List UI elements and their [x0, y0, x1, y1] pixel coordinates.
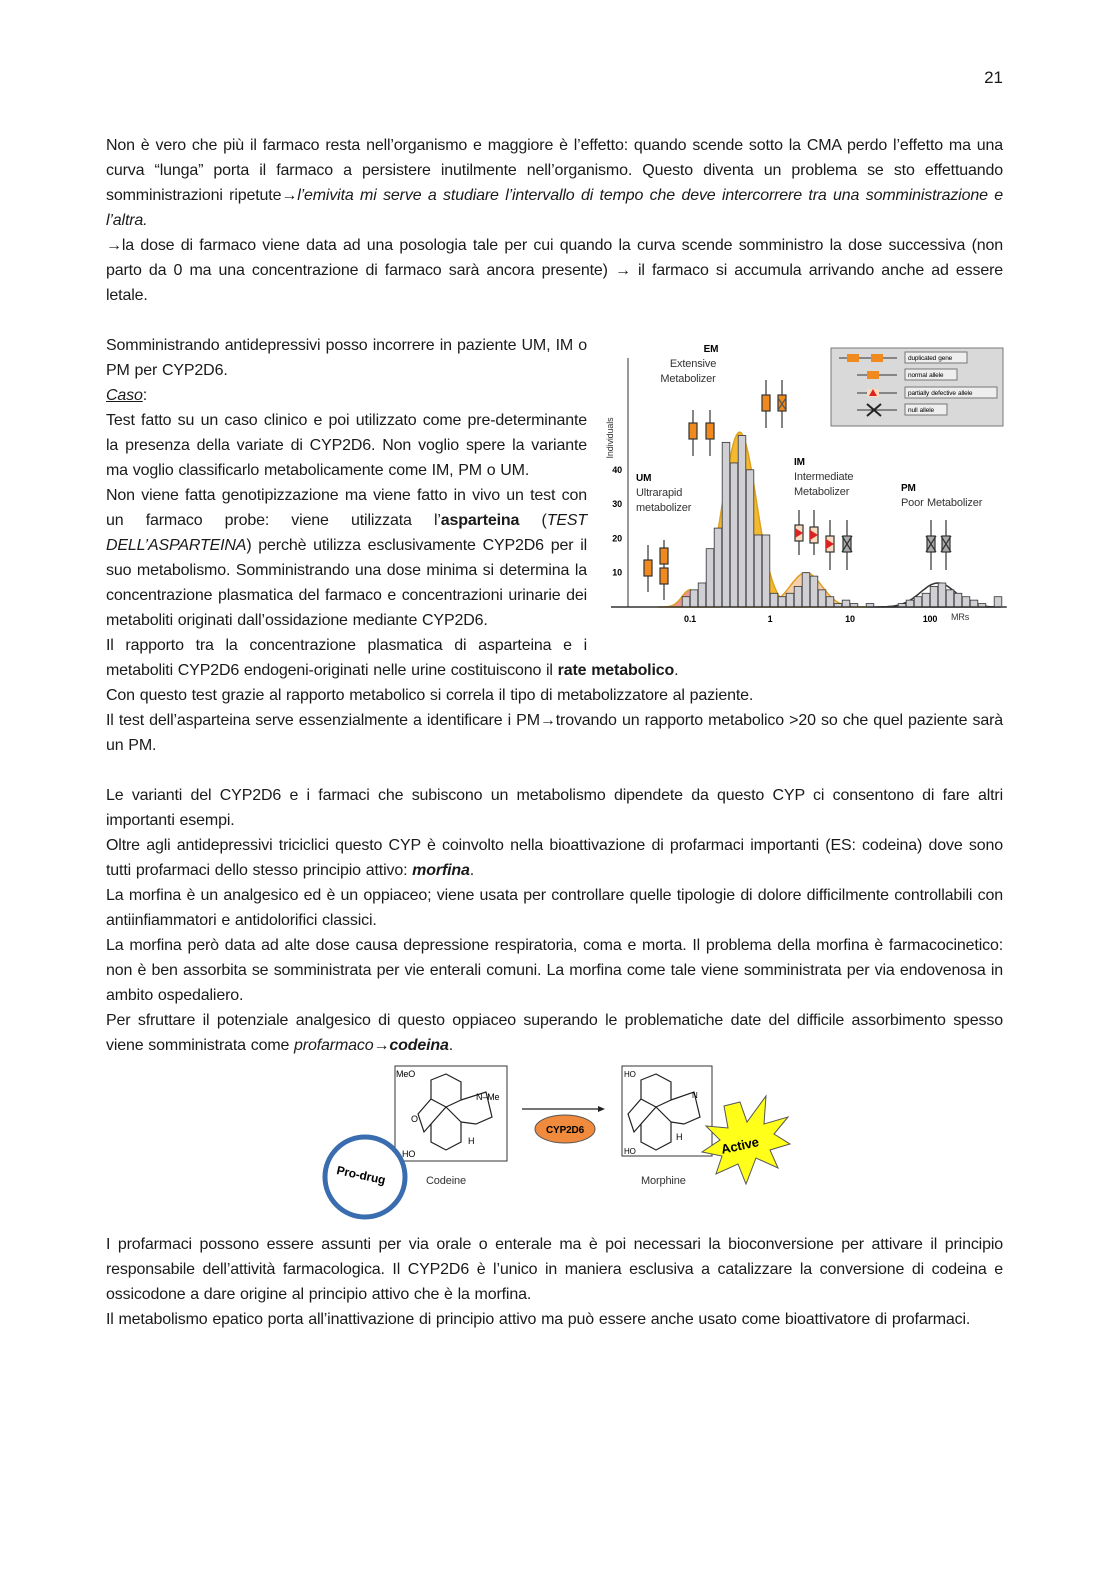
codeine-label: Codeine [426, 1175, 466, 1187]
emphasized-text: asparteina [440, 512, 520, 529]
paragraph [106, 783, 1003, 833]
histogram-bar [778, 597, 786, 607]
histogram-bar [818, 590, 826, 607]
histogram-bar [842, 600, 850, 607]
emphasized-text: TEST DELL’ASPARTEINA [106, 512, 587, 554]
histogram-bar [994, 597, 1002, 607]
text-run: La morfina però data ad alte dose causa depressione respiratoria, coma e morta. Il problema della morfina è farmacocinetico: non è ben assorbita se somministrata per vie enterali comuni. La morfina come tale viene somministrata per via endovenosa in ambito ospedaliero. [106, 937, 1003, 1004]
histogram-bar [826, 597, 834, 607]
emphasized-text: codeina [389, 1037, 449, 1054]
em-line2: Metabolizer [660, 373, 716, 385]
emphasized-text: rate metabolico [557, 662, 675, 679]
histogram-bar [930, 586, 938, 607]
x-tick-label: 0.1 [683, 614, 697, 624]
histogram-bar [810, 576, 818, 607]
paragraph [106, 933, 1003, 1008]
histogram-bar [682, 597, 690, 607]
codeine-nme: N–Me [476, 1092, 500, 1102]
active-label: Active [719, 1134, 761, 1157]
paragraph [106, 1008, 1003, 1058]
x-tick-label: 10 [845, 614, 855, 624]
paragraph [106, 683, 1003, 708]
paragraph [106, 833, 1003, 883]
paragraph [106, 233, 1003, 308]
text-run: . [674, 662, 679, 679]
histogram-bar [938, 583, 946, 607]
blank-line [106, 758, 1003, 783]
text-run: : [142, 387, 148, 404]
y-tick-label: 40 [612, 464, 622, 475]
x-tick-label: 1 [767, 614, 773, 624]
document-body [106, 133, 1003, 1332]
paragraph [106, 883, 1003, 933]
codeine-meo: MeO [396, 1069, 416, 1079]
histogram-bar [690, 590, 698, 607]
metabolizer-distribution-figure [601, 338, 1011, 638]
y-tick-label: 10 [612, 567, 622, 578]
paragraph [106, 708, 1003, 758]
text-run: Non viene fatta genotipizzazione ma viene fatto in vivo un test con un farmaco probe: viene utilizzata l’ [106, 487, 587, 529]
blank-line [106, 308, 1003, 333]
morphine-n: N [692, 1091, 698, 1100]
text-run: I profarmaci possono essere assunti per via orale o enterale ma è poi necessari la bioconversione per attivare il principio responsabile dell’attività farmacologica. Il CYP2D6 è l’unico in maniera esclusiva a catalizzare la conversione di codeina e ossicodone a dare origine al principio attivo che è la morfina. [106, 1236, 1003, 1303]
codeine-to-morphine-figure [106, 1062, 1003, 1232]
codeine-h: H [468, 1136, 475, 1146]
paragraph [106, 633, 1003, 683]
legend-partially-defective-allele: partially defective allele [908, 390, 973, 397]
legend [831, 348, 1003, 426]
morphine-h: H [676, 1132, 683, 1142]
paragraph [106, 1232, 1003, 1307]
pm-abbr: PM [901, 483, 916, 494]
text-run: Il test dell’asparteina serve essenzialmente a identificare i PM→trovando un rapporto metabolico >20 so che quel paziente sarà un PM. [106, 712, 1003, 754]
um-line2: metabolizer [636, 502, 692, 514]
text-run: Somministrando antidepressivi posso incorrere in paziente UM, IM o PM per CYP2D6. [106, 337, 587, 379]
emphasized-text: →l’emivita mi serve a studiare l’intervallo di tempo che deve intercorrere tra una somministrazione e l’altra. [106, 187, 1003, 229]
em-line1: Extensive [669, 358, 717, 370]
prodrug-label: Pro-drug [335, 1163, 387, 1188]
text-run: Le varianti del CYP2D6 e i farmaci che subiscono un metabolismo dipendete da questo CYP ci consentono di fare altri importanti esempi. [106, 787, 1003, 829]
x-axis-label: MRs [951, 612, 970, 622]
im-abbr: IM [794, 457, 805, 468]
histogram-bar [730, 463, 738, 607]
text-run: Oltre agli antidepressivi triciclici questo CYP è coinvolto nella bioattivazione di profarmaci importanti (ES: codeina) dove sono tutti profarmaci dello stesso principio attivo: [106, 837, 1003, 879]
histogram-bar [722, 442, 730, 607]
arrow-head-icon [598, 1106, 605, 1112]
legend-normal-allele: normal allele [908, 372, 944, 379]
text-run: ) perchè utilizza esclusivamente CYP2D6 per il suo metabolismo. Somministrando una dose minima si determina la concentrazione plasmatica del farmaco e concentrazioni urinarie dei metaboliti originati dall’ossidazione mediante CYP2D6. [106, 537, 587, 629]
um-abbr: UM [636, 473, 652, 484]
histogram-bar [906, 600, 914, 607]
histogram-bar [954, 593, 962, 607]
histogram-bar [762, 535, 770, 607]
histogram-bar [946, 590, 954, 607]
histogram-bar [786, 593, 794, 607]
emphasized-text: profarmaco [294, 1037, 374, 1054]
histogram-bar [794, 586, 802, 607]
text-run: →la dose di farmaco viene data ad una posologia tale per cui quando la curva scende somministro la dose successiva (non parto da 0 ma una concentrazione di farmaco sarà ancora presente) → il farmaco si accumula arrivando anche ad essere letale. [106, 237, 1003, 304]
em-abbr: EM [703, 344, 719, 355]
histogram-bar [714, 528, 722, 607]
text-run: Per sfruttare il potenziale analgesico di questo oppiaceo superando le problematiche date del difficile assorbimento spesso viene somministrata come [106, 1012, 1003, 1054]
y-tick-label: 20 [612, 533, 622, 544]
histogram-bar [746, 470, 754, 607]
text-run: Il metabolismo epatico porta all’inattivazione di principio attivo ma può essere anche usato come bioattivatore di profarmaci. [106, 1311, 971, 1328]
codeine-o: O [411, 1114, 418, 1124]
y-tick-label: 30 [612, 499, 622, 510]
paragraph [106, 133, 1003, 233]
im-line2: Metabolizer [794, 486, 850, 498]
paragraph [106, 1307, 1003, 1332]
im-line1: Intermediate [794, 471, 854, 483]
text-run: Con questo test grazie al rapporto metabolico si correla il tipo di metabolizzatore al paziente. [106, 687, 754, 704]
histogram-bar [962, 597, 970, 607]
histogram-bar [738, 436, 746, 608]
histogram-bar [802, 573, 810, 607]
histogram-bar [698, 583, 706, 607]
histogram-bar [754, 535, 762, 607]
text-run: La morfina è un analgesico ed è un oppiaceo; viene usata per controllare quelle tipologie di dolore difficilmente controllabili con antiinfiammatori e antidolorifici classici. [106, 887, 1003, 929]
text-run: ( [519, 512, 547, 529]
pm-line1: Poor Metabolizer [901, 497, 983, 509]
histogram-bar [970, 600, 978, 607]
histogram-bar [770, 593, 778, 607]
emphasized-text: morfina [412, 862, 470, 879]
y-axis-label: Individuals [605, 417, 615, 459]
text-run: . [448, 1037, 454, 1054]
text-run: Il rapporto tra la concentrazione plasmatica di asparteina e i metaboliti CYP2D6 endogeni-originati nelle urine costituiscono il [106, 637, 587, 679]
morphine-ho-top: HO [624, 1070, 636, 1079]
histogram-bar [922, 593, 930, 607]
morphine-label: Morphine [641, 1175, 686, 1187]
x-tick-label: 100 [922, 614, 938, 624]
legend-null-allele: null allele [908, 407, 934, 414]
legend-duplicated-gene: duplicated gene [908, 355, 953, 362]
text-run: → [373, 1037, 390, 1054]
morphine-ho-bottom: HO [624, 1147, 636, 1156]
text-run: Non è vero che più il farmaco resta nell’organismo e maggiore è l’effetto: quando scende sotto la CMA perdo l’effetto ma una curva “lunga” porta il farmaco a persistere inutilmente nell’organismo. Questo diventa un problema se sto effettuando somministrazioni ripetute [106, 137, 1003, 204]
text-run: Test fatto su un caso clinico e poi utilizzato come pre-determinante la presenza della variate di CYP2D6. Non voglio spere la variante ma voglio classificarlo metabolicamente come IM, PM o UM. [106, 412, 587, 479]
um-line1: Ultrarapid [636, 487, 683, 499]
emphasized-text: Caso [106, 387, 143, 404]
page-number: 21 [984, 68, 1003, 87]
codeine-ho: HO [402, 1149, 416, 1159]
text-run: . [469, 862, 475, 879]
histogram-bar [706, 549, 714, 607]
histogram-bar [914, 597, 922, 607]
enzyme-label: CYP2D6 [545, 1125, 585, 1136]
